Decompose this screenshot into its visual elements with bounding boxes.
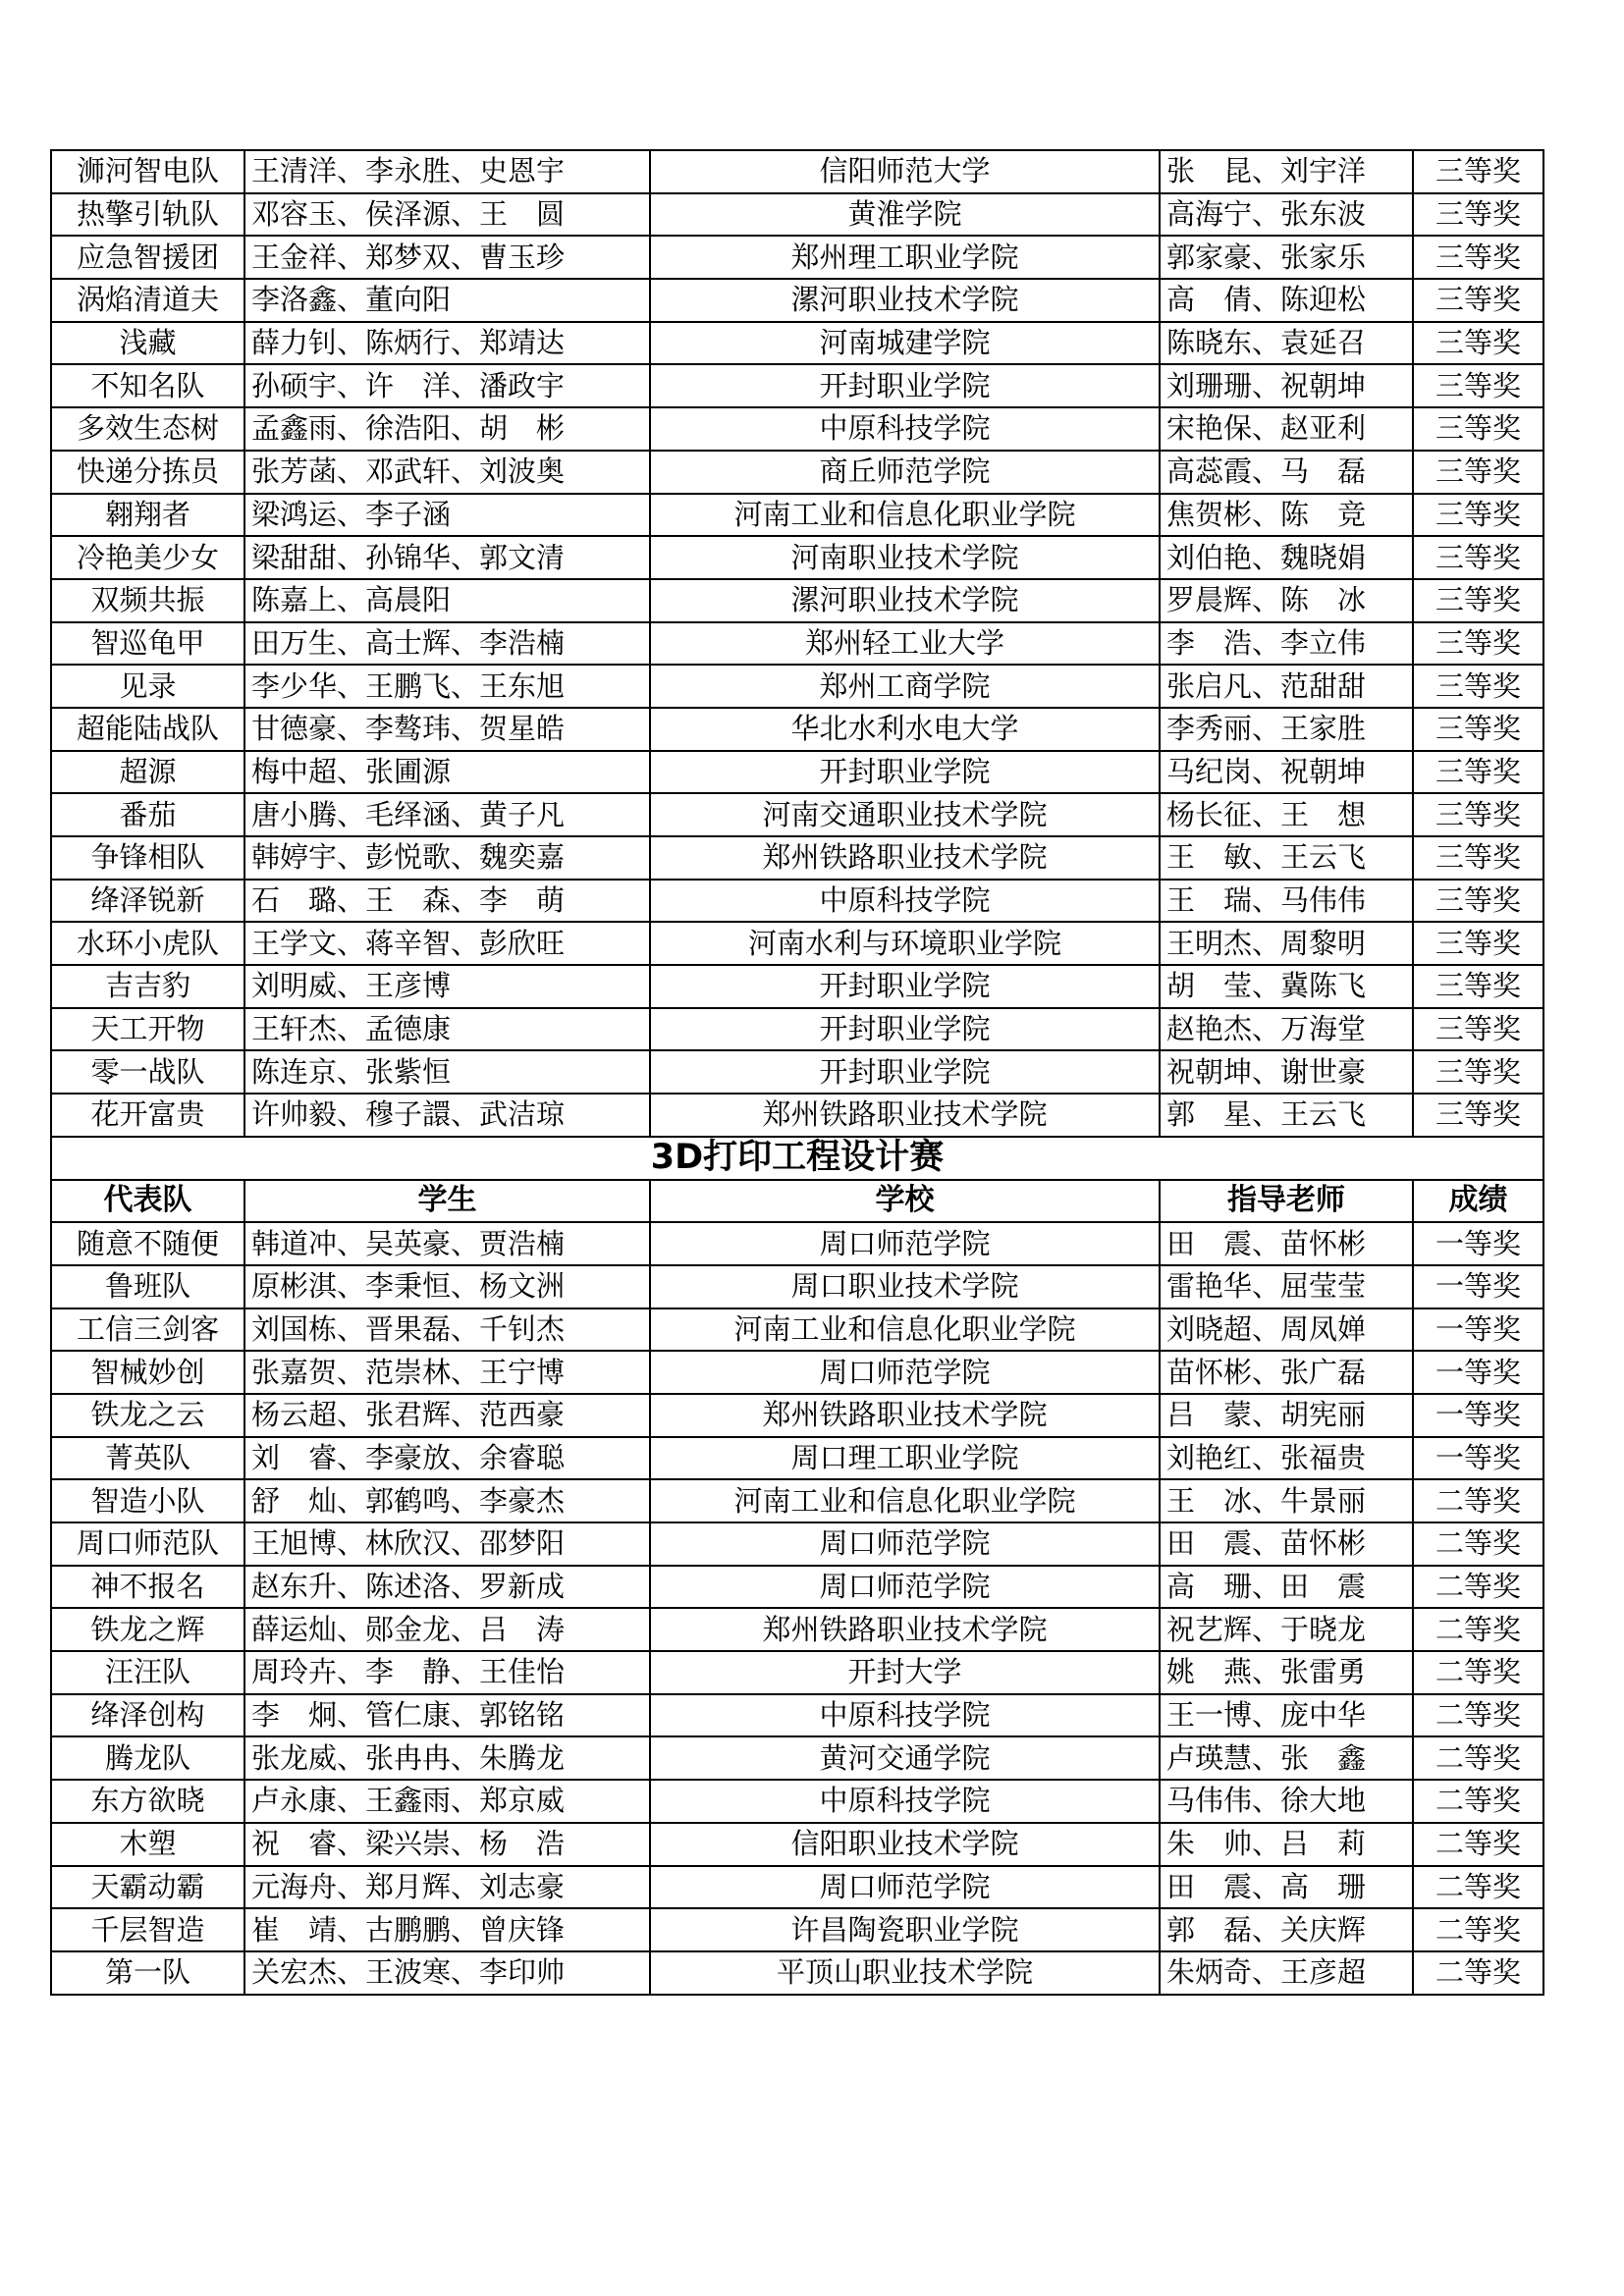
school-cell: 河南工业和信息化职业学院	[650, 494, 1160, 537]
table-row	[51, 322, 1543, 365]
school-cell: 周口理工职业学院	[650, 1437, 1160, 1480]
school-cell: 中原科技学院	[650, 1780, 1160, 1823]
table-row	[51, 236, 1543, 279]
team-cell: 浉河智电队	[51, 150, 244, 193]
award-cell: 三等奖	[1413, 407, 1543, 451]
award-cell: 一等奖	[1413, 1437, 1543, 1480]
school-cell: 河南交通职业技术学院	[650, 793, 1160, 836]
students-cell: 王旭博、林欣汉、邵梦阳	[244, 1522, 650, 1566]
award-cell: 三等奖	[1413, 836, 1543, 880]
teachers-cell: 祝艺辉、于晓龙	[1160, 1608, 1413, 1651]
school-cell: 郑州工商学院	[650, 665, 1160, 708]
students-cell: 邓容玉、侯泽源、王 圆	[244, 193, 650, 237]
students-cell: 梁鸿运、李子涵	[244, 494, 650, 537]
school-cell: 周口师范学院	[650, 1351, 1160, 1394]
award-cell: 三等奖	[1413, 922, 1543, 965]
table-row	[51, 1736, 1543, 1780]
table-row	[51, 708, 1543, 751]
students-cell: 张芳菡、邓武轩、刘波奥	[244, 451, 650, 494]
table-row	[51, 1866, 1543, 1909]
students-cell: 元海舟、郑月辉、刘志豪	[244, 1866, 650, 1909]
table-row	[51, 880, 1543, 923]
students-cell: 李洛鑫、董向阳	[244, 279, 650, 322]
team-cell: 多效生态树	[51, 407, 244, 451]
section-block	[51, 1137, 1543, 1222]
teachers-cell: 祝朝坤、谢世豪	[1160, 1050, 1413, 1094]
team-cell: 汪汪队	[51, 1651, 244, 1694]
award-cell: 二等奖	[1413, 1694, 1543, 1737]
award-cell: 三等奖	[1413, 1008, 1543, 1051]
team-cell: 翱翔者	[51, 494, 244, 537]
table-row	[51, 1651, 1543, 1694]
school-cell: 周口师范学院	[650, 1566, 1160, 1609]
school-cell: 开封职业学院	[650, 751, 1160, 794]
award-cell: 三等奖	[1413, 665, 1543, 708]
students-cell: 梅中超、张圃源	[244, 751, 650, 794]
table-row	[51, 1479, 1543, 1522]
results-table	[50, 149, 1544, 1996]
school-cell: 开封职业学院	[650, 965, 1160, 1008]
teachers-cell: 王 冰、牛景丽	[1160, 1479, 1413, 1522]
award-cell: 三等奖	[1413, 150, 1543, 193]
teachers-cell: 王一博、庞中华	[1160, 1694, 1413, 1737]
students-cell: 刘 睿、李豪放、余睿聪	[244, 1437, 650, 1480]
teachers-cell: 赵艳杰、万海堂	[1160, 1008, 1413, 1051]
header-row	[51, 1180, 1543, 1223]
students-cell: 甘德豪、李骜玮、贺星皓	[244, 708, 650, 751]
team-cell: 热擎引轨队	[51, 193, 244, 237]
teachers-cell: 刘艳红、张福贵	[1160, 1437, 1413, 1480]
award-cell: 二等奖	[1413, 1479, 1543, 1522]
award-cell: 三等奖	[1413, 193, 1543, 237]
teachers-cell: 张 昆、刘宇洋	[1160, 150, 1413, 193]
award-cell: 二等奖	[1413, 1651, 1543, 1694]
teachers-cell: 苗怀彬、张广磊	[1160, 1351, 1413, 1394]
award-cell: 二等奖	[1413, 1908, 1543, 1951]
team-cell: 冷艳美少女	[51, 536, 244, 579]
team-cell: 超源	[51, 751, 244, 794]
school-cell: 信阳师范大学	[650, 150, 1160, 193]
award-cell: 三等奖	[1413, 536, 1543, 579]
teachers-cell: 田 震、高 珊	[1160, 1866, 1413, 1909]
award-cell: 一等奖	[1413, 1222, 1543, 1265]
award-cell: 二等奖	[1413, 1566, 1543, 1609]
team-cell: 铁龙之云	[51, 1394, 244, 1437]
school-cell: 郑州铁路职业技术学院	[650, 1394, 1160, 1437]
school-cell: 开封职业学院	[650, 1050, 1160, 1094]
teachers-cell: 高 倩、陈迎松	[1160, 279, 1413, 322]
table-row	[51, 1008, 1543, 1051]
school-cell: 平顶山职业技术学院	[650, 1951, 1160, 1995]
table-row	[51, 451, 1543, 494]
header-award: 成绩	[1413, 1180, 1543, 1223]
team-cell: 番茄	[51, 793, 244, 836]
award-cell: 三等奖	[1413, 451, 1543, 494]
table-row	[51, 1308, 1543, 1352]
table-row	[51, 494, 1543, 537]
team-cell: 菁英队	[51, 1437, 244, 1480]
team-cell: 不知名队	[51, 364, 244, 407]
table-row	[51, 1351, 1543, 1394]
teachers-cell: 王明杰、周黎明	[1160, 922, 1413, 965]
table-row	[51, 1566, 1543, 1609]
table-row	[51, 793, 1543, 836]
students-cell: 陈连京、张紫恒	[244, 1050, 650, 1094]
table-row	[51, 965, 1543, 1008]
school-cell: 周口师范学院	[650, 1522, 1160, 1566]
teachers-cell: 高蕊霞、马 磊	[1160, 451, 1413, 494]
table-row	[51, 407, 1543, 451]
team-cell: 第一队	[51, 1951, 244, 1995]
teachers-cell: 田 震、苗怀彬	[1160, 1522, 1413, 1566]
school-cell: 开封大学	[650, 1651, 1160, 1694]
teachers-cell: 张启凡、范甜甜	[1160, 665, 1413, 708]
award-cell: 一等奖	[1413, 1394, 1543, 1437]
team-cell: 铁龙之辉	[51, 1608, 244, 1651]
header-team: 代表队	[51, 1180, 244, 1223]
school-cell: 开封职业学院	[650, 364, 1160, 407]
school-cell: 许昌陶瓷职业学院	[650, 1908, 1160, 1951]
table-row	[51, 1823, 1543, 1866]
teachers-cell: 郭家豪、张家乐	[1160, 236, 1413, 279]
teachers-cell: 姚 燕、张雷勇	[1160, 1651, 1413, 1694]
table-row	[51, 922, 1543, 965]
teachers-cell: 王 敏、王云飞	[1160, 836, 1413, 880]
school-cell: 华北水利水电大学	[650, 708, 1160, 751]
award-cell: 三等奖	[1413, 1050, 1543, 1094]
school-cell: 河南工业和信息化职业学院	[650, 1308, 1160, 1352]
students-cell: 王轩杰、孟德康	[244, 1008, 650, 1051]
school-cell: 郑州铁路职业技术学院	[650, 836, 1160, 880]
students-cell: 祝 睿、梁兴崇、杨 浩	[244, 1823, 650, 1866]
team-cell: 天霸动霸	[51, 1866, 244, 1909]
table-row	[51, 751, 1543, 794]
table-row	[51, 579, 1543, 622]
school-cell: 周口师范学院	[650, 1222, 1160, 1265]
table-row	[51, 1608, 1543, 1651]
section-title-row	[51, 1137, 1543, 1180]
teachers-cell: 陈晓东、袁延召	[1160, 322, 1413, 365]
teachers-cell: 马纪岗、祝朝坤	[1160, 751, 1413, 794]
table-row	[51, 665, 1543, 708]
students-cell: 孟鑫雨、徐浩阳、胡 彬	[244, 407, 650, 451]
school-cell: 漯河职业技术学院	[650, 279, 1160, 322]
students-cell: 李少华、王鹏飞、王东旭	[244, 665, 650, 708]
students-cell: 王清洋、李永胜、史恩宇	[244, 150, 650, 193]
school-cell: 周口师范学院	[650, 1866, 1160, 1909]
award-cell: 三等奖	[1413, 880, 1543, 923]
table-row	[51, 1780, 1543, 1823]
students-cell: 薛力钊、陈炳行、郑靖达	[244, 322, 650, 365]
table-row	[51, 1222, 1543, 1265]
students-cell: 梁甜甜、孙锦华、郭文清	[244, 536, 650, 579]
award-cell: 三等奖	[1413, 751, 1543, 794]
table-row	[51, 279, 1543, 322]
teachers-cell: 吕 蒙、胡宪丽	[1160, 1394, 1413, 1437]
teachers-cell: 李 浩、李立伟	[1160, 622, 1413, 666]
school-cell: 河南城建学院	[650, 322, 1160, 365]
team-cell: 木塑	[51, 1823, 244, 1866]
team-cell: 水环小虎队	[51, 922, 244, 965]
award-cell: 三等奖	[1413, 364, 1543, 407]
school-cell: 郑州铁路职业技术学院	[650, 1094, 1160, 1137]
students-cell: 刘明威、王彦博	[244, 965, 650, 1008]
team-cell: 神不报名	[51, 1566, 244, 1609]
students-cell: 卢永康、王鑫雨、郑京威	[244, 1780, 650, 1823]
teachers-cell: 焦贺彬、陈 竞	[1160, 494, 1413, 537]
team-cell: 超能陆战队	[51, 708, 244, 751]
school-cell: 黄淮学院	[650, 193, 1160, 237]
school-cell: 郑州轻工业大学	[650, 622, 1160, 666]
table-row	[51, 1522, 1543, 1566]
team-cell: 鲁班队	[51, 1265, 244, 1308]
team-cell: 智械妙创	[51, 1351, 244, 1394]
team-cell: 东方欲晓	[51, 1780, 244, 1823]
students-cell: 原彬淇、李秉恒、杨文洲	[244, 1265, 650, 1308]
award-cell: 一等奖	[1413, 1265, 1543, 1308]
team-cell: 工信三剑客	[51, 1308, 244, 1352]
teachers-cell: 刘珊珊、祝朝坤	[1160, 364, 1413, 407]
award-cell: 三等奖	[1413, 279, 1543, 322]
award-cell: 二等奖	[1413, 1823, 1543, 1866]
team-cell: 浅藏	[51, 322, 244, 365]
school-cell: 郑州理工职业学院	[650, 236, 1160, 279]
school-cell: 开封职业学院	[650, 1008, 1160, 1051]
team-cell: 周口师范队	[51, 1522, 244, 1566]
students-cell: 赵东升、陈述洛、罗新成	[244, 1566, 650, 1609]
students-cell: 张龙威、张冉冉、朱腾龙	[244, 1736, 650, 1780]
table-row	[51, 1951, 1543, 1995]
school-cell: 中原科技学院	[650, 880, 1160, 923]
table-row	[51, 1437, 1543, 1480]
team-cell: 快递分拣员	[51, 451, 244, 494]
students-cell: 石 璐、王 森、李 萌	[244, 880, 650, 923]
students-cell: 周玲卉、李 静、王佳怡	[244, 1651, 650, 1694]
teachers-cell: 高 珊、田 震	[1160, 1566, 1413, 1609]
team-cell: 应急智援团	[51, 236, 244, 279]
teachers-cell: 朱 帅、吕 莉	[1160, 1823, 1413, 1866]
award-cell: 一等奖	[1413, 1351, 1543, 1394]
award-cell: 三等奖	[1413, 322, 1543, 365]
table-row	[51, 1908, 1543, 1951]
teachers-cell: 郭 星、王云飞	[1160, 1094, 1413, 1137]
award-cell: 二等奖	[1413, 1780, 1543, 1823]
award-cell: 三等奖	[1413, 1094, 1543, 1137]
teachers-cell: 罗晨辉、陈 冰	[1160, 579, 1413, 622]
students-cell: 韩道冲、吴英豪、贾浩楠	[244, 1222, 650, 1265]
school-cell: 黄河交通学院	[650, 1736, 1160, 1780]
school-cell: 河南工业和信息化职业学院	[650, 1479, 1160, 1522]
students-cell: 崔 靖、古鹏鹏、曾庆锋	[244, 1908, 650, 1951]
teachers-cell: 王 瑞、马伟伟	[1160, 880, 1413, 923]
school-cell: 漯河职业技术学院	[650, 579, 1160, 622]
header-students: 学生	[244, 1180, 650, 1223]
school-cell: 中原科技学院	[650, 1694, 1160, 1737]
students-cell: 王学文、蒋辛智、彭欣旺	[244, 922, 650, 965]
teachers-cell: 朱炳奇、王彦超	[1160, 1951, 1413, 1995]
students-cell: 舒 灿、郭鹤鸣、李豪杰	[244, 1479, 650, 1522]
teachers-cell: 郭 磊、关庆辉	[1160, 1908, 1413, 1951]
team-cell: 零一战队	[51, 1050, 244, 1094]
team-cell: 腾龙队	[51, 1736, 244, 1780]
students-cell: 李 炯、管仁康、郭铭铭	[244, 1694, 650, 1737]
team-cell: 绛泽创构	[51, 1694, 244, 1737]
students-cell: 杨云超、张君辉、范西豪	[244, 1394, 650, 1437]
award-cell: 三等奖	[1413, 579, 1543, 622]
team-cell: 双频共振	[51, 579, 244, 622]
teachers-cell: 高海宁、张东波	[1160, 193, 1413, 237]
school-cell: 郑州铁路职业技术学院	[650, 1608, 1160, 1651]
award-cell: 一等奖	[1413, 1308, 1543, 1352]
award-cell: 二等奖	[1413, 1866, 1543, 1909]
students-cell: 田万生、高士辉、李浩楠	[244, 622, 650, 666]
team-cell: 花开富贵	[51, 1094, 244, 1137]
team-cell: 智造小队	[51, 1479, 244, 1522]
teachers-cell: 杨长征、王 想	[1160, 793, 1413, 836]
students-cell: 刘国栋、晋果磊、千钊杰	[244, 1308, 650, 1352]
teachers-cell: 田 震、苗怀彬	[1160, 1222, 1413, 1265]
lower-table-body	[51, 1222, 1543, 1994]
teachers-cell: 宋艳保、赵亚利	[1160, 407, 1413, 451]
team-cell: 智巡龟甲	[51, 622, 244, 666]
team-cell: 绛泽锐新	[51, 880, 244, 923]
students-cell: 孙硕宇、许 洋、潘政宇	[244, 364, 650, 407]
header-teachers: 指导老师	[1160, 1180, 1413, 1223]
teachers-cell: 胡 莹、冀陈飞	[1160, 965, 1413, 1008]
students-cell: 许帅毅、穆子譞、武洁琼	[244, 1094, 650, 1137]
award-cell: 二等奖	[1413, 1522, 1543, 1566]
table-row	[51, 622, 1543, 666]
school-cell: 周口职业技术学院	[650, 1265, 1160, 1308]
header-school: 学校	[650, 1180, 1160, 1223]
table-row	[51, 1094, 1543, 1137]
section-title: 3D打印工程设计赛	[51, 1137, 1543, 1180]
teachers-cell: 雷艳华、屈莹莹	[1160, 1265, 1413, 1308]
students-cell: 唐小腾、毛绎涵、黄子凡	[244, 793, 650, 836]
table-row	[51, 536, 1543, 579]
table-row	[51, 150, 1543, 193]
students-cell: 关宏杰、王波寒、李印帅	[244, 1951, 650, 1995]
award-cell: 三等奖	[1413, 236, 1543, 279]
award-cell: 二等奖	[1413, 1951, 1543, 1995]
teachers-cell: 李秀丽、王家胜	[1160, 708, 1413, 751]
award-cell: 三等奖	[1413, 708, 1543, 751]
team-cell: 涡焰清道夫	[51, 279, 244, 322]
table-row	[51, 193, 1543, 237]
teachers-cell: 马伟伟、徐大地	[1160, 1780, 1413, 1823]
award-cell: 二等奖	[1413, 1608, 1543, 1651]
award-cell: 三等奖	[1413, 494, 1543, 537]
table-row	[51, 1394, 1543, 1437]
teachers-cell: 卢瑛慧、张 鑫	[1160, 1736, 1413, 1780]
team-cell: 千层智造	[51, 1908, 244, 1951]
upper-table-body	[51, 150, 1543, 1137]
school-cell: 商丘师范学院	[650, 451, 1160, 494]
students-cell: 王金祥、郑梦双、曹玉珍	[244, 236, 650, 279]
team-cell: 争锋相队	[51, 836, 244, 880]
team-cell: 天工开物	[51, 1008, 244, 1051]
school-cell: 河南水利与环境职业学院	[650, 922, 1160, 965]
school-cell: 河南职业技术学院	[650, 536, 1160, 579]
table-row	[51, 1694, 1543, 1737]
award-cell: 三等奖	[1413, 622, 1543, 666]
award-cell: 三等奖	[1413, 793, 1543, 836]
award-cell: 三等奖	[1413, 965, 1543, 1008]
students-cell: 薛运灿、郧金龙、吕 涛	[244, 1608, 650, 1651]
students-cell: 陈嘉上、高晨阳	[244, 579, 650, 622]
table-row	[51, 1265, 1543, 1308]
team-cell: 吉吉豹	[51, 965, 244, 1008]
teachers-cell: 刘伯艳、魏晓娟	[1160, 536, 1413, 579]
team-cell: 见录	[51, 665, 244, 708]
award-cell: 二等奖	[1413, 1736, 1543, 1780]
students-cell: 韩婷宇、彭悦歌、魏奕嘉	[244, 836, 650, 880]
team-cell: 随意不随便	[51, 1222, 244, 1265]
school-cell: 信阳职业技术学院	[650, 1823, 1160, 1866]
table-row	[51, 1050, 1543, 1094]
teachers-cell: 刘晓超、周凤婵	[1160, 1308, 1413, 1352]
students-cell: 张嘉贺、范崇林、王宁博	[244, 1351, 650, 1394]
table-row	[51, 364, 1543, 407]
school-cell: 中原科技学院	[650, 407, 1160, 451]
table-row	[51, 836, 1543, 880]
